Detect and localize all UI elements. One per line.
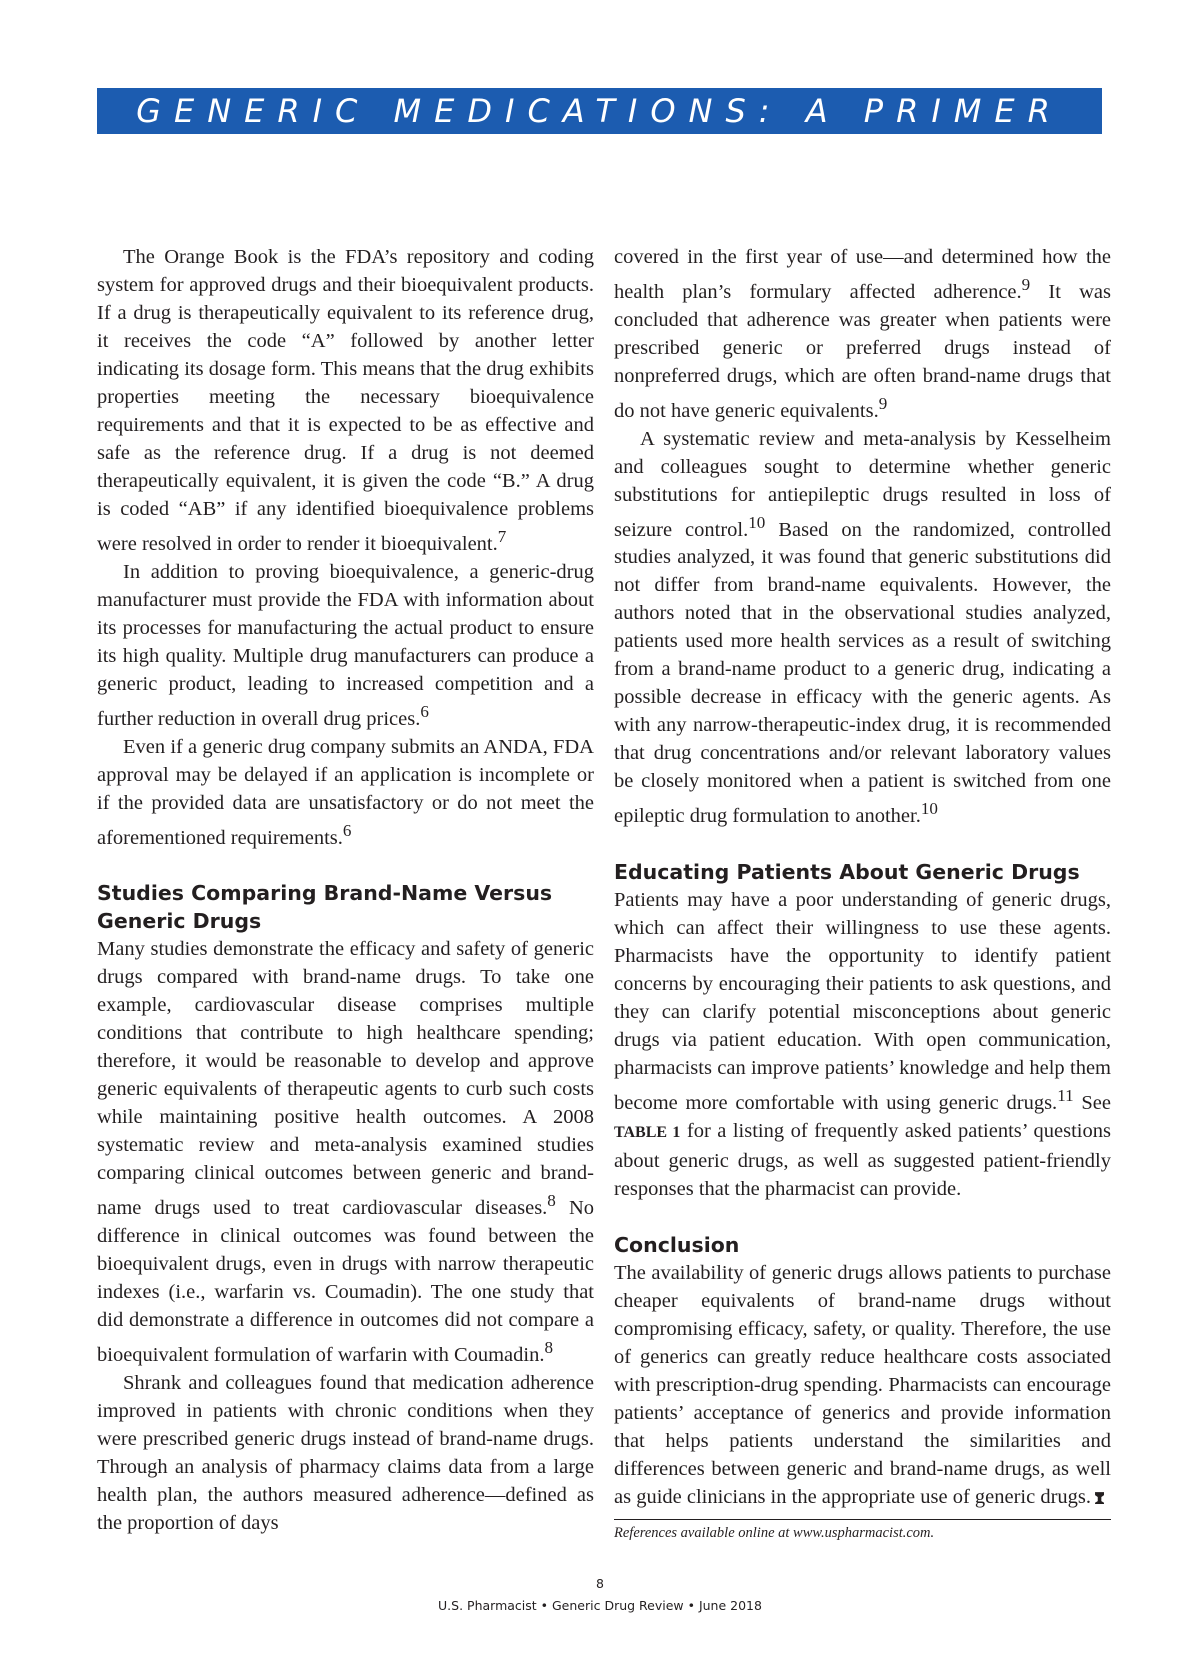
- citation: 10: [920, 799, 938, 819]
- right-column: [614, 243, 1111, 1543]
- citation: 6: [342, 820, 352, 840]
- paragraph-shrank: Shrank and colleagues found that medication adherence improved in patients with chronic conditions when they were prescribed generic drugs instead of brand-name drugs. Through an analysis of pharmacy claims data from a large health plan, the authors measured adherence—defined as the proportion of days: [97, 1372, 594, 1535]
- citation: 8: [547, 1191, 556, 1211]
- citation: 11: [1057, 1086, 1074, 1106]
- table-reference: TABLE 1: [614, 1124, 681, 1142]
- end-of-article-icon: [1094, 1492, 1105, 1504]
- paragraph-conclusion: The availability of generic drugs allows patients to purchase cheaper equivalents of brand-name drugs without compromising efficacy, safety, or quality. Therefore, the use of generics can greatly reduce healthcare costs associated with prescription-drug spending. Pharmacists can encourage patients’ acceptance of generics and provide information that helps patients understand the similarities and differences between generic and brand-name drugs, as well as guide clinicians in the appropriate use of generic drugs.: [614, 1262, 1111, 1509]
- paragraph-orange-book: The Orange Book is the FDA’s repository and coding system for approved drugs and their bioequivalent products. If a drug is therapeutically equivalent to its reference drug, it receives the code “A” followed by another letter indicating its dosage form. This means that the drug exhibits properties meeting the necessary bioequivalence requirements and that it is expected to be as effective and safe as the reference drug. If a drug is not deemed therapeutically equivalent, it is given the code “B.” A drug is coded “AB” if any identified bioequivalence problems were resolved in order to render it bioequivalent.$^7$: [97, 246, 594, 555]
- paragraph-studies: Many studies demonstrate the efficacy and safety of generic drugs compared with brand-name drugs. To take one example, cardiovascular disease comprises multiple conditions that contribute to high healthcare spending; therefore, it would be reasonable to develop and approve generic equivalents of therapeutic agents to curb such costs while maintaining positive health outcomes. A 2008 systematic review and meta-analysis examined studies comparing clinical outcomes between generic and brand-name drugs used to treat cardiovascular diseases.$^8$ No difference in clinical outcomes was found between the bioequivalent drugs, even in drugs with narrow therapeutic indexes (i.e., warfarin vs. Coumadin). The one study that did demonstrate a difference in outcomes did not compare a bioequivalent formulation of warfarin with Coumadin.$^8$: [97, 938, 594, 1367]
- citation: 8: [544, 1338, 554, 1358]
- references-note: References available online at www.uspharmacist.com.: [614, 1519, 1111, 1543]
- paragraph-anda: Even if a generic drug company submits an ANDA, FDA approval may be delayed if an application is incomplete or if the provided data are unsatisfactory or do not meet the aforementioned requirements.$^6$: [97, 735, 594, 849]
- heading-educating: Educating Patients About Generic Drugs: [614, 860, 1080, 885]
- citation: 9: [1021, 275, 1031, 294]
- heading-conclusion: Conclusion: [614, 1233, 740, 1258]
- paragraph-kesselheim: A systematic review and meta-analysis by Kesselheim and colleagues sought to determine whether generic substitutions for antiepileptic drugs resulted in loss of seizure control.$^{10}$ Based on the randomized, controlled studies analyzed, it was found that generic substitutions did not differ from brand-name equivalents. However, the authors noted that in the observational studies analyzed, patients used more health services as a result of switching from a brand-name product to a generic drug, indicating a possible decrease in efficacy with the generic agents. As with any narrow-therapeutic-index drug, it is recommended that drug concentrations and/or relevant laboratory values be closely monitored when a patient is switched from one epileptic drug formulation to another.$^{10}$: [614, 427, 1111, 828]
- paragraph-manufacturing: In addition to proving bioequivalence, a generic-drug manufacturer must provide the FDA with information about its processes for manufacturing the actual product to ensure its high quality. Multiple drug manufacturers can produce a generic product, leading to increased competition and a further reduction in overall drug prices.$^6$: [97, 560, 594, 730]
- citation: 6: [420, 701, 429, 721]
- citation: 10: [748, 512, 766, 532]
- citation: 9: [878, 393, 888, 413]
- left-column: [97, 243, 594, 1537]
- publication-line: U.S. Pharmacist • Generic Drug Review • June 2018: [438, 1598, 762, 1613]
- heading-studies: Studies Comparing Brand-Name Versus Generic Drugs: [97, 881, 553, 934]
- page-number: 8: [596, 1576, 604, 1591]
- banner-title: GENERIC MEDICATIONS: A PRIMER: [97, 88, 1102, 134]
- paragraph-adherence: covered in the first year of use—and determined how the health plan’s formulary affected adherence.$^9$ It was concluded that adherence was greater when patients were prescribed generic or preferred drugs instead of nonpreferred drugs, which are often brand-name drugs that do not have generic equivalents.$^9$: [614, 246, 1111, 422]
- citation: 7: [497, 527, 507, 546]
- paragraph-educating: Patients may have a poor understanding of generic drugs, which can affect their willingness to use these agents. Pharmacists have the opportunity to identify patient concerns by encouraging their patients to ask questions, and they can clarify potential misconceptions about generic drugs via patient education. With open communication, pharmacists can improve patients’ knowledge and help them become more comfortable with using generic drugs.$^{11}$ See TABLE 1 for a listing of frequently asked patients’ questions about generic drugs, as well as suggested patient-friendly responses that the pharmacist can provide.: [614, 889, 1111, 1201]
